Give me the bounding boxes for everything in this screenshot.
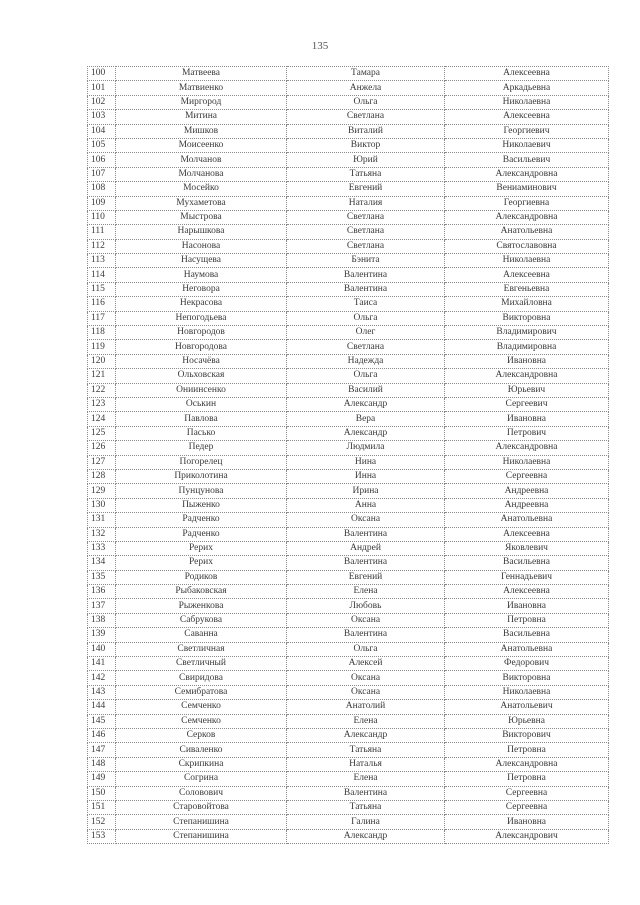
patronymic: Анатольевна: [445, 225, 609, 239]
last-name: Родиков: [116, 570, 287, 584]
row-number: 117: [88, 311, 116, 325]
last-name: Саванна: [116, 628, 287, 642]
first-name: Наталья: [287, 757, 445, 771]
first-name: Александр: [287, 426, 445, 440]
first-name: Татьяна: [287, 743, 445, 757]
last-name: Семченко: [116, 700, 287, 714]
table-row: [88, 383, 609, 397]
row-number: 108: [88, 182, 116, 196]
last-name: Радченко: [116, 513, 287, 527]
row-number: 153: [88, 829, 116, 843]
table-row: [88, 585, 609, 599]
row-number: 106: [88, 153, 116, 167]
last-name: Погорелец: [116, 455, 287, 469]
patronymic: Александровна: [445, 369, 609, 383]
table-row: [88, 484, 609, 498]
first-name: Оксана: [287, 513, 445, 527]
patronymic: Николаевна: [445, 455, 609, 469]
patronymic: Александрович: [445, 829, 609, 843]
row-number: 107: [88, 167, 116, 181]
table-row: [88, 800, 609, 814]
last-name: Рыженкова: [116, 599, 287, 613]
last-name: Радченко: [116, 527, 287, 541]
table-row: [88, 786, 609, 800]
table-row: [88, 340, 609, 354]
table-row: [88, 556, 609, 570]
patronymic: Александровна: [445, 757, 609, 771]
table-row: [88, 829, 609, 843]
table-row: [88, 67, 609, 81]
table-row: [88, 124, 609, 138]
last-name: Светличный: [116, 657, 287, 671]
row-number: 118: [88, 326, 116, 340]
patronymic: Николаевна: [445, 685, 609, 699]
patronymic: Анатольевна: [445, 513, 609, 527]
first-name: Евгений: [287, 182, 445, 196]
last-name: Старовойтова: [116, 800, 287, 814]
last-name: Неговора: [116, 282, 287, 296]
table-row: [88, 728, 609, 742]
patronymic: Ивановна: [445, 599, 609, 613]
row-number: 150: [88, 786, 116, 800]
patronymic: Александровна: [445, 167, 609, 181]
table-row: [88, 138, 609, 152]
table-row: [88, 412, 609, 426]
table-row: [88, 613, 609, 627]
last-name: Мухаметова: [116, 196, 287, 210]
row-number: 132: [88, 527, 116, 541]
last-name: Рерих: [116, 541, 287, 555]
last-name: Степанишина: [116, 829, 287, 843]
patronymic: Андреевна: [445, 498, 609, 512]
table-row: [88, 772, 609, 786]
patronymic: Николаевна: [445, 95, 609, 109]
table-row: [88, 700, 609, 714]
patronymic: Петровна: [445, 772, 609, 786]
patronymic: Сергеевна: [445, 469, 609, 483]
row-number: 123: [88, 397, 116, 411]
first-name: Валентина: [287, 527, 445, 541]
patronymic: Викторовна: [445, 671, 609, 685]
row-number: 103: [88, 110, 116, 124]
row-number: 131: [88, 513, 116, 527]
row-number: 148: [88, 757, 116, 771]
row-number: 115: [88, 282, 116, 296]
row-number: 113: [88, 254, 116, 268]
table-row: [88, 599, 609, 613]
row-number: 104: [88, 124, 116, 138]
last-name: Ониинсенко: [116, 383, 287, 397]
first-name: Ольга: [287, 311, 445, 325]
patronymic: Петрович: [445, 426, 609, 440]
first-name: Александр: [287, 728, 445, 742]
patronymic: Георгиевич: [445, 124, 609, 138]
last-name: Митина: [116, 110, 287, 124]
first-name: Оксана: [287, 613, 445, 627]
patronymic: Николаевич: [445, 138, 609, 152]
page-number: 135: [311, 40, 329, 52]
first-name: Тамара: [287, 67, 445, 81]
last-name: Моисеенко: [116, 138, 287, 152]
last-name: Рерих: [116, 556, 287, 570]
row-number: 102: [88, 95, 116, 109]
table-row: [88, 685, 609, 699]
table-row: [88, 469, 609, 483]
first-name: Василий: [287, 383, 445, 397]
row-number: 138: [88, 613, 116, 627]
first-name: Виталий: [287, 124, 445, 138]
first-name: Людмила: [287, 441, 445, 455]
row-number: 135: [88, 570, 116, 584]
first-name: Анна: [287, 498, 445, 512]
table-row: [88, 426, 609, 440]
patronymic: Евгеньевна: [445, 282, 609, 296]
table-row: [88, 714, 609, 728]
row-number: 127: [88, 455, 116, 469]
first-name: Светлана: [287, 210, 445, 224]
name-roster-table: [87, 66, 609, 844]
first-name: Ольга: [287, 95, 445, 109]
first-name: Елена: [287, 714, 445, 728]
first-name: Анатолий: [287, 700, 445, 714]
patronymic: Алексеевна: [445, 110, 609, 124]
table-row: [88, 815, 609, 829]
table-row: [88, 642, 609, 656]
table-row: [88, 498, 609, 512]
row-number: 152: [88, 815, 116, 829]
row-number: 124: [88, 412, 116, 426]
table-row: [88, 196, 609, 210]
patronymic: Сергеевич: [445, 397, 609, 411]
patronymic: Юрьевич: [445, 383, 609, 397]
table-row: [88, 297, 609, 311]
table-row: [88, 513, 609, 527]
row-number: 133: [88, 541, 116, 555]
patronymic: Вениаминович: [445, 182, 609, 196]
row-number: 105: [88, 138, 116, 152]
last-name: Свиридова: [116, 671, 287, 685]
first-name: Олег: [287, 326, 445, 340]
patronymic: Ивановна: [445, 412, 609, 426]
first-name: Ольга: [287, 369, 445, 383]
row-number: 147: [88, 743, 116, 757]
last-name: Наумова: [116, 268, 287, 282]
table-row: [88, 441, 609, 455]
patronymic: Алексеевна: [445, 585, 609, 599]
first-name: Светлана: [287, 239, 445, 253]
last-name: Пунцунова: [116, 484, 287, 498]
row-number: 112: [88, 239, 116, 253]
patronymic: Николаевна: [445, 254, 609, 268]
last-name: Некрасова: [116, 297, 287, 311]
first-name: Анжела: [287, 81, 445, 95]
first-name: Надежда: [287, 354, 445, 368]
first-name: Оксана: [287, 685, 445, 699]
table-row: [88, 527, 609, 541]
table-row: [88, 326, 609, 340]
table-row: [88, 282, 609, 296]
last-name: Нарышкова: [116, 225, 287, 239]
patronymic: Андреевна: [445, 484, 609, 498]
last-name: Сабрукова: [116, 613, 287, 627]
row-number: 129: [88, 484, 116, 498]
first-name: Ирина: [287, 484, 445, 498]
last-name: Семибратова: [116, 685, 287, 699]
last-name: Степанишина: [116, 815, 287, 829]
table-row: [88, 541, 609, 555]
table-row: [88, 182, 609, 196]
patronymic: Михайловна: [445, 297, 609, 311]
last-name: Новгородова: [116, 340, 287, 354]
row-number: 101: [88, 81, 116, 95]
table-row: [88, 628, 609, 642]
patronymic: Федорович: [445, 657, 609, 671]
last-name: Насонова: [116, 239, 287, 253]
row-number: 125: [88, 426, 116, 440]
row-number: 139: [88, 628, 116, 642]
table-row: [88, 671, 609, 685]
last-name: Светличная: [116, 642, 287, 656]
patronymic: Аркадьевна: [445, 81, 609, 95]
last-name: Насущева: [116, 254, 287, 268]
table-row: [88, 153, 609, 167]
row-number: 114: [88, 268, 116, 282]
table-row: [88, 81, 609, 95]
first-name: Елена: [287, 585, 445, 599]
first-name: Алексей: [287, 657, 445, 671]
patronymic: Анатольевич: [445, 700, 609, 714]
table-row: [88, 369, 609, 383]
first-name: Валентина: [287, 628, 445, 642]
last-name: Рыбаковская: [116, 585, 287, 599]
table-row: [88, 397, 609, 411]
patronymic: Петровна: [445, 613, 609, 627]
patronymic: Георгиевна: [445, 196, 609, 210]
last-name: Миргород: [116, 95, 287, 109]
last-name: Приколотина: [116, 469, 287, 483]
patronymic: Алексеевна: [445, 527, 609, 541]
first-name: Галина: [287, 815, 445, 829]
first-name: Евгений: [287, 570, 445, 584]
patronymic: Алексеевна: [445, 268, 609, 282]
row-number: 151: [88, 800, 116, 814]
last-name: Мыстрова: [116, 210, 287, 224]
first-name: Юрий: [287, 153, 445, 167]
row-number: 136: [88, 585, 116, 599]
last-name: Матвиенко: [116, 81, 287, 95]
first-name: Оксана: [287, 671, 445, 685]
row-number: 146: [88, 728, 116, 742]
row-number: 140: [88, 642, 116, 656]
first-name: Таиса: [287, 297, 445, 311]
roster-body: [88, 67, 609, 844]
row-number: 149: [88, 772, 116, 786]
patronymic: Ивановна: [445, 354, 609, 368]
row-number: 110: [88, 210, 116, 224]
table-row: [88, 210, 609, 224]
last-name: Носачёва: [116, 354, 287, 368]
first-name: Ольга: [287, 642, 445, 656]
table-row: [88, 570, 609, 584]
first-name: Инна: [287, 469, 445, 483]
patronymic: Александровна: [445, 441, 609, 455]
patronymic: Владимировна: [445, 340, 609, 354]
first-name: Андрей: [287, 541, 445, 555]
first-name: Светлана: [287, 110, 445, 124]
row-number: 143: [88, 685, 116, 699]
last-name: Скрипкина: [116, 757, 287, 771]
patronymic: Васильевна: [445, 556, 609, 570]
first-name: Светлана: [287, 225, 445, 239]
row-number: 126: [88, 441, 116, 455]
last-name: Серков: [116, 728, 287, 742]
last-name: Согрина: [116, 772, 287, 786]
first-name: Александр: [287, 397, 445, 411]
table-row: [88, 167, 609, 181]
table-row: [88, 757, 609, 771]
first-name: Валентина: [287, 282, 445, 296]
last-name: Ольховская: [116, 369, 287, 383]
row-number: 109: [88, 196, 116, 210]
table-row: [88, 110, 609, 124]
table-row: [88, 95, 609, 109]
table-row: [88, 225, 609, 239]
patronymic: Сергеевна: [445, 786, 609, 800]
first-name: Татьяна: [287, 167, 445, 181]
first-name: Валентина: [287, 556, 445, 570]
patronymic: Юрьевна: [445, 714, 609, 728]
patronymic: Алексеевна: [445, 67, 609, 81]
first-name: Валентина: [287, 268, 445, 282]
first-name: Светлана: [287, 340, 445, 354]
last-name: Непогодьева: [116, 311, 287, 325]
table-row: [88, 743, 609, 757]
patronymic: Святославовна: [445, 239, 609, 253]
row-number: 122: [88, 383, 116, 397]
last-name: Оськин: [116, 397, 287, 411]
first-name: Татьяна: [287, 800, 445, 814]
last-name: Пасько: [116, 426, 287, 440]
last-name: Педер: [116, 441, 287, 455]
row-number: 116: [88, 297, 116, 311]
row-number: 142: [88, 671, 116, 685]
row-number: 137: [88, 599, 116, 613]
patronymic: Анатольевна: [445, 642, 609, 656]
last-name: Соловович: [116, 786, 287, 800]
first-name: Нина: [287, 455, 445, 469]
last-name: Мишков: [116, 124, 287, 138]
table-row: [88, 254, 609, 268]
patronymic: Ивановна: [445, 815, 609, 829]
row-number: 119: [88, 340, 116, 354]
last-name: Молчанов: [116, 153, 287, 167]
patronymic: Васильевич: [445, 153, 609, 167]
last-name: Молчанова: [116, 167, 287, 181]
first-name: Бэнита: [287, 254, 445, 268]
row-number: 100: [88, 67, 116, 81]
patronymic: Владимирович: [445, 326, 609, 340]
table-row: [88, 311, 609, 325]
row-number: 145: [88, 714, 116, 728]
table-row: [88, 455, 609, 469]
last-name: Мосейко: [116, 182, 287, 196]
last-name: Новгородов: [116, 326, 287, 340]
first-name: Любовь: [287, 599, 445, 613]
table-row: [88, 268, 609, 282]
row-number: 134: [88, 556, 116, 570]
patronymic: Геннадьевич: [445, 570, 609, 584]
table-row: [88, 657, 609, 671]
row-number: 120: [88, 354, 116, 368]
row-number: 130: [88, 498, 116, 512]
first-name: Валентина: [287, 786, 445, 800]
row-number: 121: [88, 369, 116, 383]
patronymic: Яковлевич: [445, 541, 609, 555]
row-number: 128: [88, 469, 116, 483]
patronymic: Петровна: [445, 743, 609, 757]
first-name: Елена: [287, 772, 445, 786]
patronymic: Викторовна: [445, 311, 609, 325]
patronymic: Александровна: [445, 210, 609, 224]
patronymic: Викторович: [445, 728, 609, 742]
first-name: Наталия: [287, 196, 445, 210]
last-name: Матвеева: [116, 67, 287, 81]
row-number: 141: [88, 657, 116, 671]
last-name: Пыженко: [116, 498, 287, 512]
first-name: Вера: [287, 412, 445, 426]
last-name: Павлова: [116, 412, 287, 426]
first-name: Виктор: [287, 138, 445, 152]
first-name: Александр: [287, 829, 445, 843]
table-row: [88, 239, 609, 253]
row-number: 111: [88, 225, 116, 239]
last-name: Семченко: [116, 714, 287, 728]
row-number: 144: [88, 700, 116, 714]
table-row: [88, 354, 609, 368]
last-name: Сиваленко: [116, 743, 287, 757]
patronymic: Васильевна: [445, 628, 609, 642]
patronymic: Сергеевна: [445, 800, 609, 814]
